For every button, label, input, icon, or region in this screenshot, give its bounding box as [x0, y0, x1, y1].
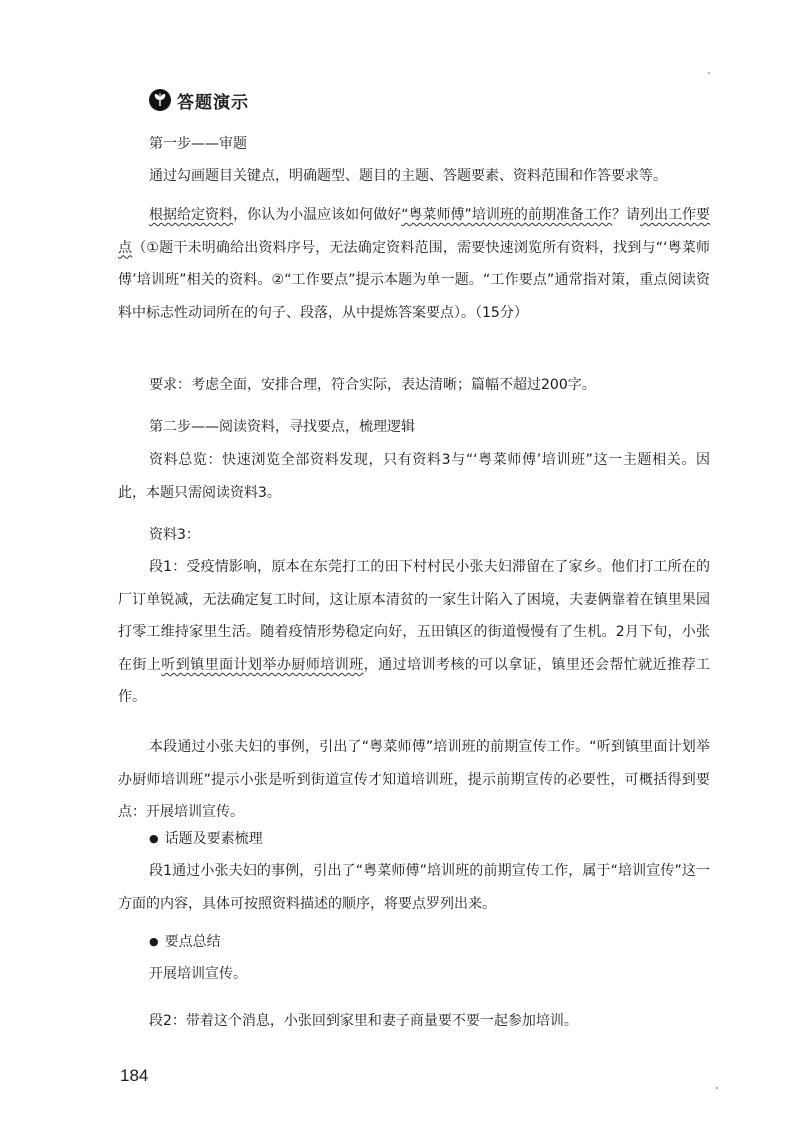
question-paragraph: [118, 199, 710, 329]
scan-speck: [708, 72, 710, 74]
analysis-paragraph: 本段通过小张夫妇的事例，引出了“粤菜师傅”培训班的前期宣传工作。“听到镇里面计划举办厨师培训班”提示小张是听到街道宣传才知道培训班，提示前期宣传的必要性，可概括得到要点：开展培训宣传。: [118, 739, 710, 821]
summary-text: 开展培训宣传。: [149, 966, 247, 982]
scan-speck: [716, 1087, 718, 1089]
keyword-heard-training: 听到镇里面计划举办厨师培训班: [161, 656, 364, 673]
keyword-training-prep: “粤菜师傅”培训班的前期准备工作: [401, 207, 612, 223]
step1-intro: 通过勾画题目关键点，明确题型、题目的主题、答题要素、资料范围和作答要求等。: [149, 168, 667, 184]
question-text: ，你认为小温应该如何做好: [233, 207, 402, 223]
section-heading: [149, 87, 249, 113]
material-paragraph-2: 段2：带着这个消息，小张回到家里和妻子商量要不要一起参加培训。: [149, 1013, 578, 1029]
question-annotation: （①题干未明确给出资料序号，无法确定资料范围，需要快速浏览所有资料，找到与“‘粤菜师傅’培训班”相关的资料。②“工作要点”提示本题为单一题。“工作要点”通常指对策，重点阅读资料中标志性动词所在的句子、段落，从中提炼答案要点）。（15分）: [118, 239, 711, 321]
requirement-text: 要求：考虑全面，安排合理，符合实际，表达清晰；篇幅不超过200字。: [149, 377, 596, 393]
para1-text: 段1：受疫情影响，原本在东莞打工的田下村村民小张夫妇滞留在了家乡。他们打工所在的厂订单锐减，无法确定复工时间，这让原本清贫的一家生计陷入了困境，夫妻俩靠着在镇里果园打零工维持家里生活。随着疫情形势稳定向好，五田镇区的街道慢慢有了生机。2月下旬，小张在街上: [118, 559, 710, 673]
question-text-2: ？请: [611, 207, 640, 223]
section-title: 答题演示: [177, 92, 249, 113]
keyword-work-points: 列出工作要点: [118, 207, 711, 256]
material-overview: 资料总览：快速浏览全部资料发现，只有资料3与“‘粤菜师傅’培训班”这一主题相关。因此，本题只需阅读资料3。: [118, 452, 710, 501]
step2-title: 第二步——阅读资料，寻找要点，梳理逻辑: [149, 419, 415, 435]
bullet-topic-elements: ● 话题及要素梳理: [149, 828, 263, 848]
leaf-circle-icon: [149, 89, 171, 111]
para1-text-end: ，通过培训考核的可以拿证，镇里还会帮忙就近推荐工作。: [118, 656, 711, 706]
topic-elements-text: 段1通过小张夫妇的事例，引出了“粤菜师傅”培训班的前期宣传工作，属于“培训宣传”这一方面的内容，具体可按照资料描述的顺序，将要点罗列出来。: [118, 863, 710, 912]
step1-title: 第一步——审题: [149, 136, 247, 152]
bullet-summary: ● 要点总结: [149, 931, 221, 951]
keyword-given-material: 根据给定资料: [149, 207, 234, 223]
material-label: 资料3：: [149, 527, 200, 543]
material-paragraph-1: [118, 551, 710, 714]
page-number: 184: [120, 1066, 149, 1085]
